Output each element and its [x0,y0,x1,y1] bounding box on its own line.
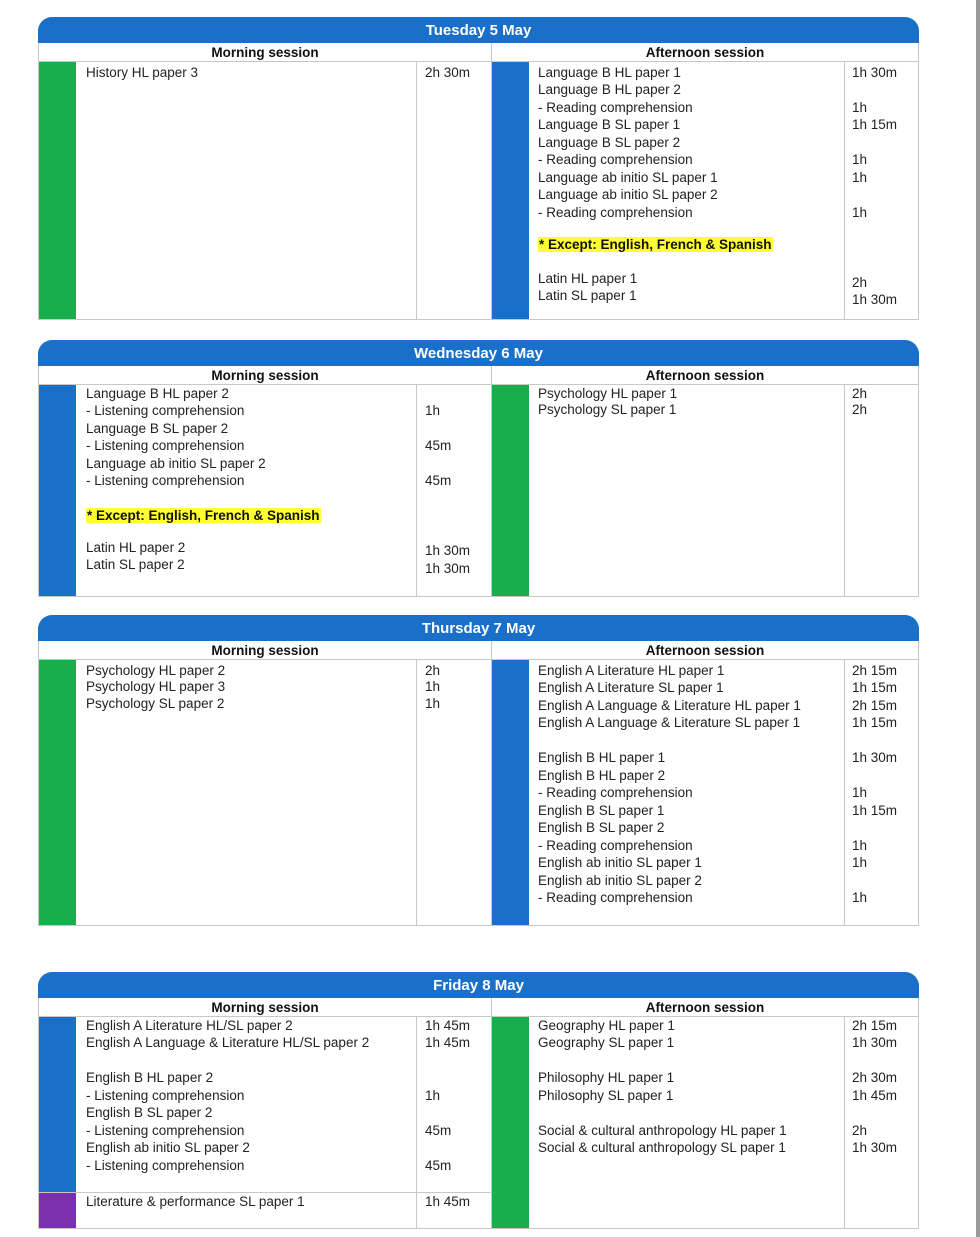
day-title: Friday 8 May [38,972,919,998]
exam-subject: - Listening comprehension [86,1123,245,1138]
exam-duration: 1h 30m [852,1035,898,1050]
exam-duration: 1h [852,855,868,870]
exam-duration: 1h 45m [425,1194,471,1209]
exam-subject: Latin HL paper 2 [86,540,186,555]
exam-subject: Language B HL paper 2 [538,82,681,97]
exam-duration: 1h 30m [852,750,898,765]
exam-subject: Psychology HL paper 2 [86,663,226,678]
exam-duration: 1h 30m [852,1140,898,1155]
subject-group-bar-green [492,1017,529,1228]
afternoon-session-label: Afternoon session [645,45,765,60]
exam-subject: Literature & performance SL paper 1 [86,1194,305,1209]
exam-subject: Language B HL paper 1 [538,65,681,80]
subject-group-bar-green [492,385,529,596]
exam-subject: - Listening comprehension [86,473,245,488]
exam-subject: - Listening comprehension [86,1158,245,1173]
exam-subject: Language B SL paper 1 [538,117,681,132]
exam-duration: 1h 30m [425,543,471,558]
session-grid [38,998,919,1229]
morning-session-label: Morning session [39,998,492,1016]
exam-subject: Language B SL paper 2 [86,421,229,436]
subject-group-bar-blue [39,1017,76,1193]
exam-duration: 1h 45m [425,1018,471,1033]
exam-subject: English B SL paper 2 [538,820,665,835]
exam-subject: Language B SL paper 2 [538,135,681,150]
exam-duration: 1h [425,679,441,694]
exam-duration: 1h [425,696,441,711]
day-friday [38,972,919,1229]
exam-duration: 1h [852,785,868,800]
morning-session [39,62,492,319]
exam-duration: 1h [852,170,868,185]
exam-subject: - Reading comprehension [538,152,693,167]
exam-duration: 2h 15m [852,1018,898,1033]
exam-subject: Philosophy HL paper 1 [538,1070,675,1085]
exception-note: * Except: English, French & Spanish [539,237,772,252]
afternoon-session [492,385,918,596]
exam-duration: 1h 30m [425,561,471,576]
exam-subject: - Reading comprehension [538,785,693,800]
exam-subject: English A Literature HL paper 1 [538,663,725,678]
exam-subject: English ab initio SL paper 2 [538,873,702,888]
afternoon-session [492,1017,918,1228]
morning-session-label: Morning session [39,366,492,384]
exam-duration: 1h 30m [852,65,898,80]
exam-subject: Language B HL paper 2 [86,386,229,401]
exam-duration: 45m [425,473,452,488]
subject-group-bar-blue [492,62,529,319]
exam-subject: Psychology HL paper 3 [86,679,226,694]
exam-duration: 2h 30m [425,65,471,80]
exam-subject: Psychology HL paper 1 [538,386,678,401]
exam-subject: English A Language & Literature SL paper 1 [538,715,801,730]
day-thursday [38,615,919,926]
session-grid [38,641,919,926]
day-title: Tuesday 5 May [38,17,919,43]
exam-subject: Latin SL paper 2 [86,557,185,572]
day-wednesday [38,340,919,597]
exam-subject: Language ab initio SL paper 2 [538,187,718,202]
exam-duration: 45m [425,438,452,453]
exam-duration: 2h [425,663,441,678]
exam-duration: 45m [425,1158,452,1173]
exam-subject: - Listening comprehension [86,1088,245,1103]
exam-subject: Psychology SL paper 1 [538,402,677,417]
exam-duration: 2h 15m [852,698,898,713]
session-grid [38,43,919,320]
exam-duration: 1h [852,100,868,115]
exam-subject: English B HL paper 1 [538,750,666,765]
exam-subject: Language ab initio SL paper 2 [86,456,266,471]
session-grid [38,366,919,597]
exam-subject: English ab initio SL paper 1 [538,855,702,870]
subject-group-bar-purple [39,1193,76,1228]
exam-subject: English A Language & Literature HL/SL paper 2 [86,1035,370,1050]
exam-duration: 1h 15m [852,680,898,695]
exam-subject: English B SL paper 2 [86,1105,213,1120]
exam-duration: 1h 45m [425,1035,471,1050]
exam-subject: - Listening comprehension [86,438,245,453]
exam-duration: 1h 30m [852,292,898,307]
exam-duration: 2h [852,386,868,401]
exam-subject: English ab initio SL paper 2 [86,1140,250,1155]
exam-duration: 1h 15m [852,715,898,730]
exam-subject: - Reading comprehension [538,205,693,220]
exam-subject: Latin HL paper 1 [538,271,638,286]
morning-session-label: Morning session [39,43,492,61]
morning-session [39,660,492,925]
subject-group-bar-blue [492,660,529,925]
exam-duration: 1h 45m [852,1088,898,1103]
exam-duration: 1h [425,403,441,418]
exception-note: * Except: English, French & Spanish [87,508,320,523]
exam-subject: - Reading comprehension [538,100,693,115]
exam-subject: Psychology SL paper 2 [86,696,225,711]
exam-subject: English B HL paper 2 [86,1070,214,1085]
exam-subject: Social & cultural anthropology HL paper 1 [538,1123,787,1138]
exam-subject: English B HL paper 2 [538,768,666,783]
day-tuesday [38,17,919,320]
morning-session [39,385,492,596]
exam-duration: 2h [852,1123,868,1138]
exam-duration: 2h 15m [852,663,898,678]
exam-duration: 2h [852,275,868,290]
exam-duration: 1h [852,890,868,905]
exam-subject: Geography HL paper 1 [538,1018,675,1033]
exam-subject: Geography SL paper 1 [538,1035,675,1050]
exam-subject: History HL paper 3 [86,65,199,80]
exam-duration: 45m [425,1123,452,1138]
subject-group-bar-blue [39,385,76,596]
exam-subject: Social & cultural anthropology SL paper 1 [538,1140,786,1155]
afternoon-session-label: Afternoon session [645,643,765,658]
exam-subject: English B SL paper 1 [538,803,665,818]
exam-duration: 2h 30m [852,1070,898,1085]
exam-duration: 2h [852,402,868,417]
exam-subject: - Listening comprehension [86,403,245,418]
exam-subject: English A Literature SL paper 1 [538,680,724,695]
exam-duration: 1h 15m [852,117,898,132]
afternoon-session [492,62,918,319]
exam-subject: Latin SL paper 1 [538,288,637,303]
exam-duration: 1h 15m [852,803,898,818]
afternoon-session-label: Afternoon session [645,368,765,383]
morning-session [39,1017,492,1228]
exam-subject: - Reading comprehension [538,838,693,853]
day-title: Wednesday 6 May [38,340,919,366]
exam-duration: 1h [852,152,868,167]
exam-duration: 1h [852,838,868,853]
subject-group-bar-green [39,62,76,319]
exam-duration: 1h [425,1088,441,1103]
morning-session-label: Morning session [39,641,492,659]
page-edge-shadow [976,0,980,1237]
exam-subject: English A Literature HL/SL paper 2 [86,1018,293,1033]
exam-subject: English A Language & Literature HL paper 1 [538,698,801,713]
afternoon-session-label: Afternoon session [645,1000,765,1015]
exam-duration: 1h [852,205,868,220]
exam-subject: - Reading comprehension [538,890,693,905]
exam-subject: Language ab initio SL paper 1 [538,170,718,185]
day-title: Thursday 7 May [38,615,919,641]
subject-group-bar-green [39,660,76,925]
afternoon-session [492,660,918,925]
exam-subject: Philosophy SL paper 1 [538,1088,674,1103]
